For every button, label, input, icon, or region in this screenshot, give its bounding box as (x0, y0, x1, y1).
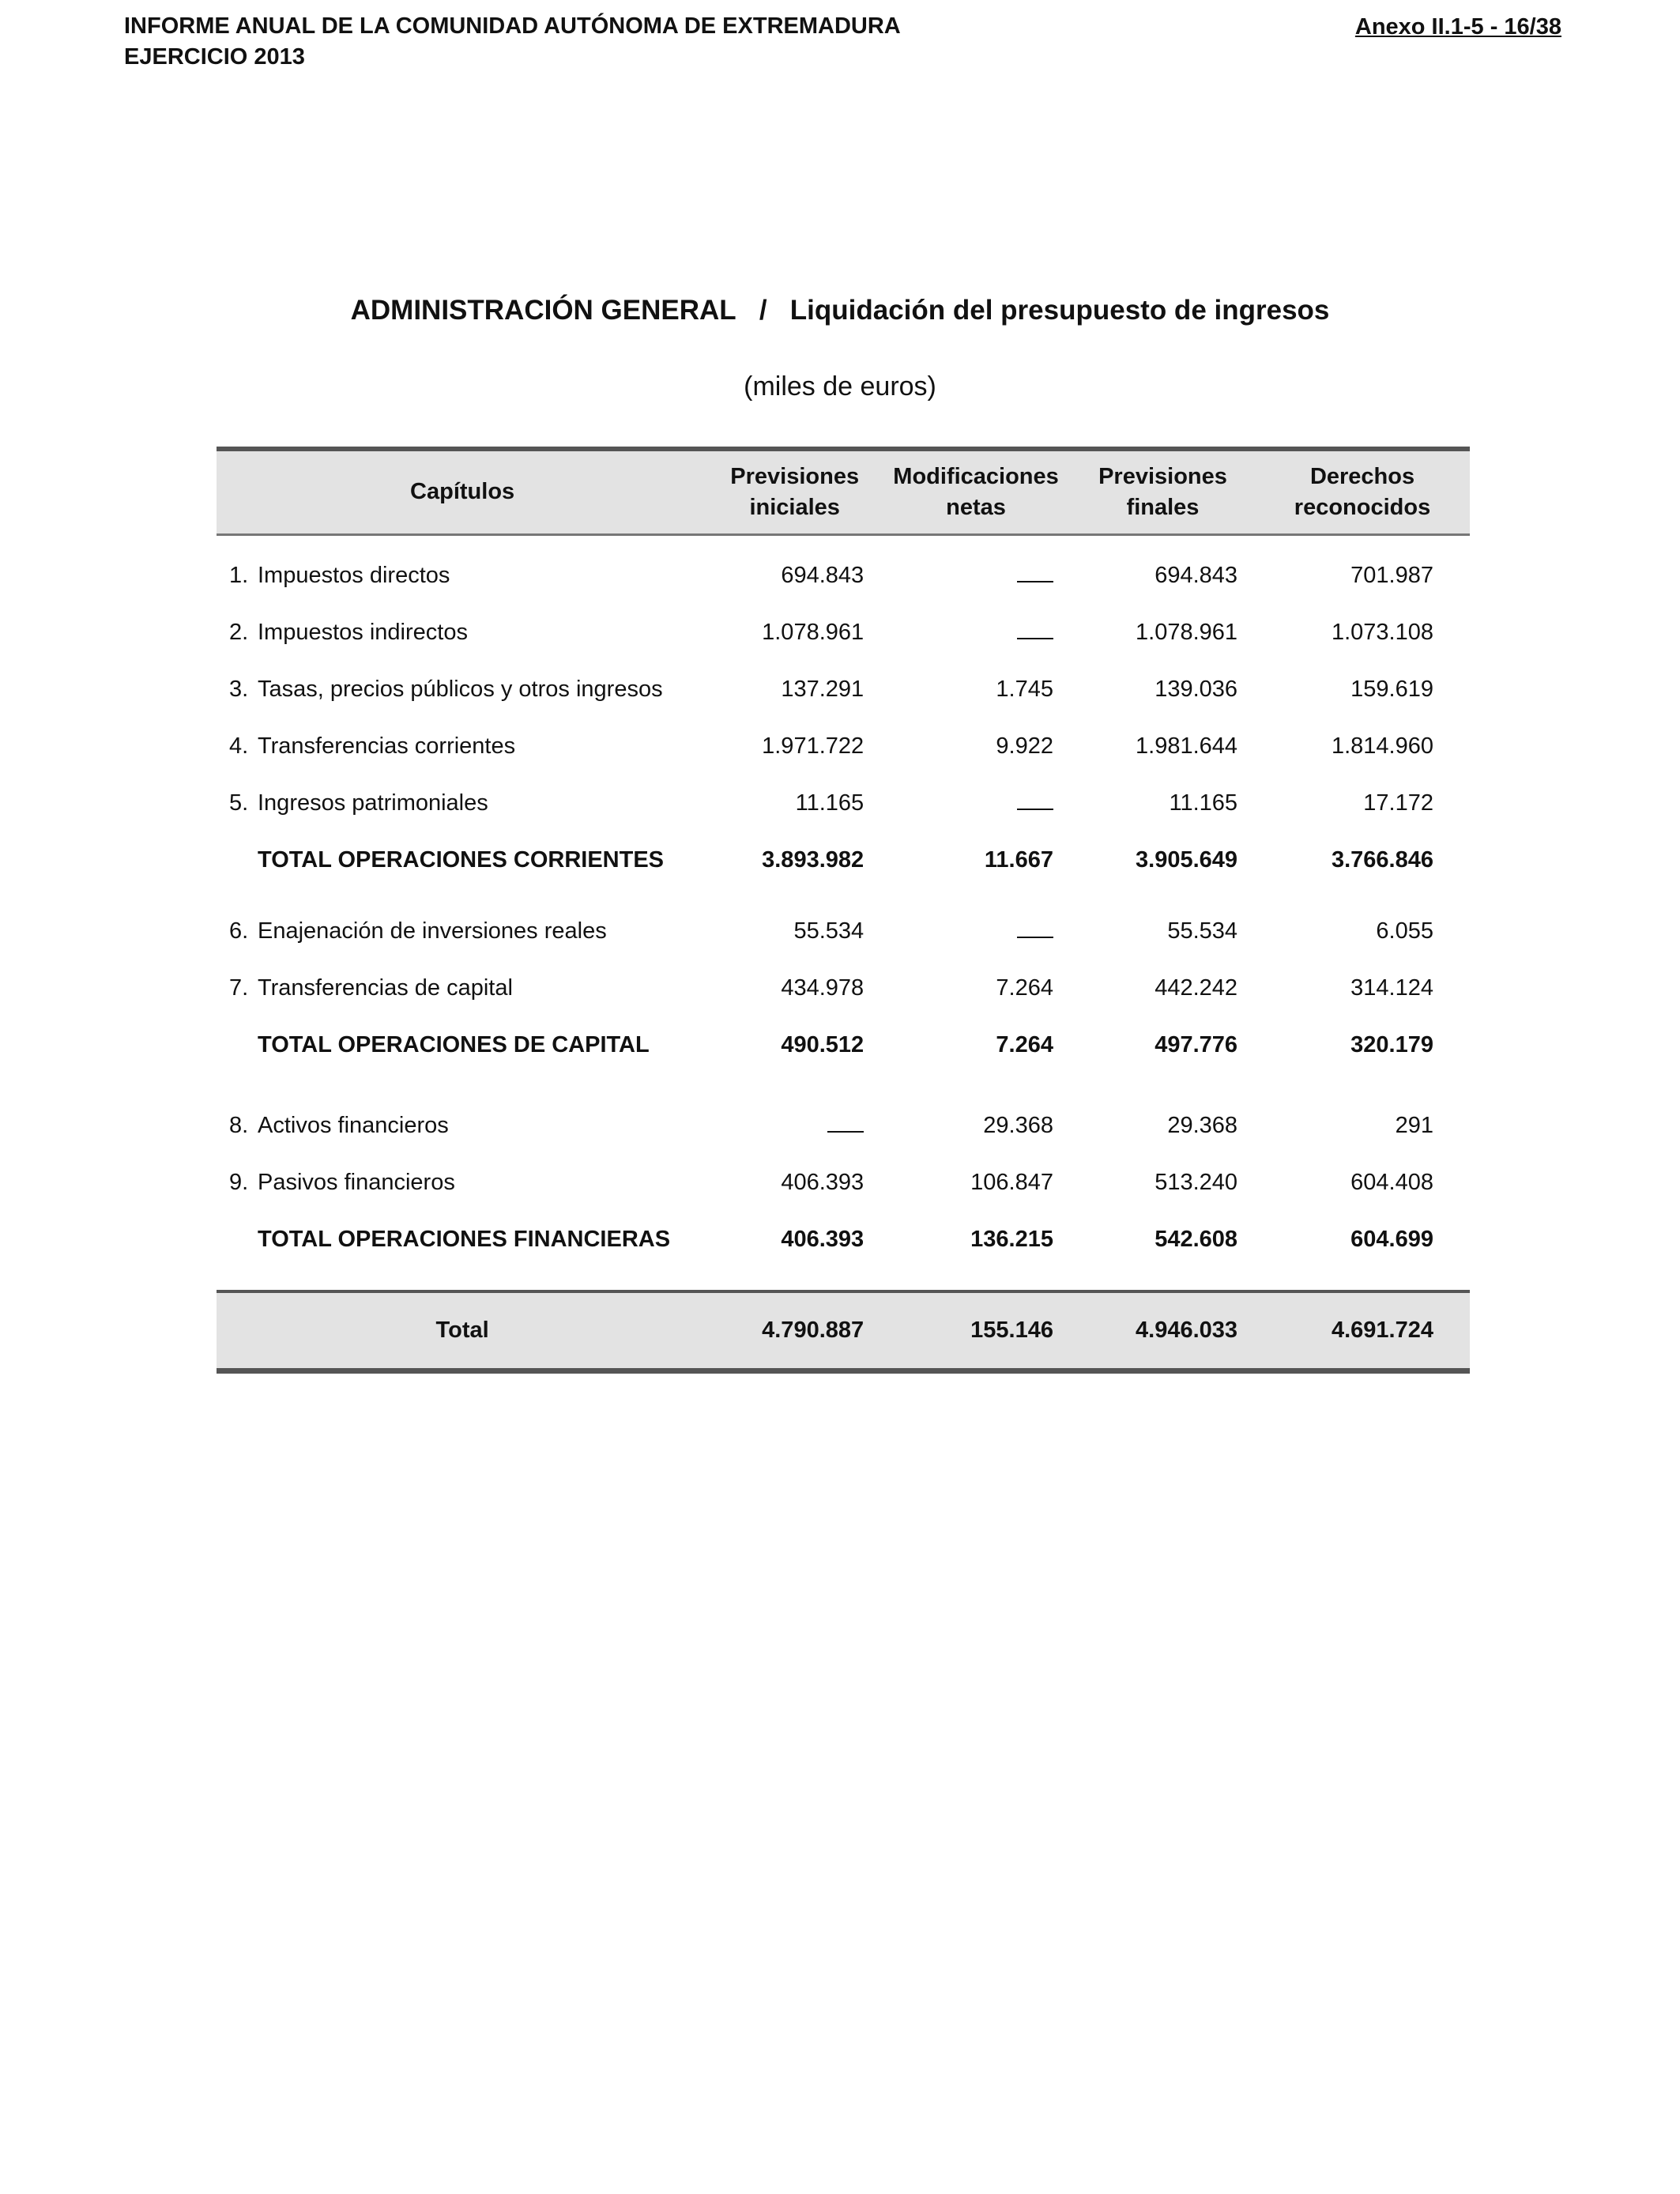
chapter-name: Pasivos financieros (258, 1169, 455, 1195)
value-prev-ini: 55.534 (793, 918, 864, 944)
value-prev-ini: 694.843 (781, 562, 864, 588)
value-prev-fin: 139.036 (1155, 676, 1238, 702)
value-derechos: 291 (1395, 1112, 1433, 1138)
empty-value-dash (881, 547, 1071, 604)
chapter-name: Ingresos patrimoniales (258, 790, 488, 816)
chapter-number: 8. (229, 1112, 249, 1138)
value-modif: 29.368 (983, 1112, 1053, 1138)
col-capitulos: Capítulos (410, 479, 515, 505)
title-part2: Liquidación del presupuesto de ingresos (789, 295, 1330, 326)
value-prev-ini: 490.512 (781, 1031, 864, 1057)
table-row (217, 718, 1470, 775)
row-label: TOTAL OPERACIONES CORRIENTES (258, 846, 664, 873)
chapter-name: Transferencias corrientes (258, 733, 516, 759)
row-label (217, 604, 708, 661)
empty-value-dash (881, 903, 1071, 959)
value-prev-fin: 55.534 (1167, 918, 1238, 944)
chapter-number: 3. (229, 676, 249, 702)
row-label (217, 1097, 708, 1154)
dash-mark (827, 1120, 864, 1133)
col-previsiones-finales: Previsiones finales (1098, 463, 1227, 520)
value-derechos: 320.179 (1350, 1031, 1433, 1057)
chapter-number: 1. (229, 562, 249, 588)
value-derechos: 314.124 (1350, 974, 1433, 1001)
value-prev-ini: 137.291 (781, 676, 864, 702)
table-header-row (217, 449, 1470, 534)
grand-total-modif: 155.146 (970, 1317, 1053, 1343)
table-row (217, 903, 1470, 959)
value-prev-fin: 11.165 (1169, 790, 1238, 816)
value-modif: 7.264 (996, 1031, 1053, 1057)
col-derechos-reconocidos: Derechos reconocidos (1294, 463, 1431, 520)
value-derechos: 159.619 (1350, 676, 1433, 702)
grand-total-label: Total (435, 1317, 489, 1343)
chapter-number: 9. (229, 1169, 249, 1195)
row-label (217, 1154, 708, 1211)
row-label (217, 775, 708, 831)
value-derechos: 17.172 (1363, 790, 1433, 816)
dash-mark (1017, 797, 1053, 810)
value-prev-fin: 1.078.961 (1136, 619, 1238, 645)
table-row (217, 604, 1470, 661)
value-derechos: 1.073.108 (1331, 619, 1433, 645)
value-prev-fin: 542.608 (1155, 1226, 1238, 1252)
table-row (217, 1097, 1470, 1154)
table-body (217, 534, 1470, 1291)
value-prev-ini: 3.893.982 (762, 846, 864, 873)
spacer-row (217, 534, 1470, 547)
table-title (0, 295, 1680, 326)
col-previsiones-iniciales: Previsiones iniciales (730, 463, 860, 520)
chapter-name: Impuestos directos (258, 562, 450, 588)
chapter-number: 2. (229, 619, 249, 645)
spacer-row (217, 1268, 1470, 1291)
empty-value-dash (881, 775, 1071, 831)
value-prev-fin: 497.776 (1155, 1031, 1238, 1057)
annex-reference: Anexo II.1-5 - 16/38 (1354, 14, 1561, 40)
chapter-name: Transferencias de capital (258, 974, 513, 1001)
grand-total-prev-fin: 4.946.033 (1136, 1317, 1238, 1343)
value-modif: 136.215 (970, 1226, 1053, 1252)
chapter-name: Impuestos indirectos (258, 619, 468, 645)
table-row (217, 547, 1470, 604)
dash-mark (1017, 627, 1053, 639)
dash-mark (1017, 570, 1053, 582)
chapter-number: 6. (229, 918, 249, 944)
dash-mark (1017, 925, 1053, 938)
value-prev-fin: 29.368 (1167, 1112, 1238, 1138)
table-row (217, 1154, 1470, 1211)
chapter-name: Activos financieros (258, 1112, 449, 1138)
row-label (217, 903, 708, 959)
value-prev-ini: 406.393 (781, 1169, 864, 1195)
spacer-row (217, 888, 1470, 903)
chapter-name: Tasas, precios públicos y otros ingresos (258, 676, 663, 702)
value-prev-fin: 3.905.649 (1136, 846, 1238, 873)
report-header (124, 11, 901, 73)
row-label: TOTAL OPERACIONES FINANCIERAS (258, 1226, 671, 1252)
report-year: EJERCICIO 2013 (124, 44, 305, 70)
row-label: TOTAL OPERACIONES DE CAPITAL (258, 1031, 650, 1057)
value-prev-ini: 11.165 (795, 790, 864, 816)
value-prev-fin: 694.843 (1155, 562, 1238, 588)
chapter-number: 5. (229, 790, 249, 816)
row-label (217, 959, 708, 1016)
value-prev-ini: 1.078.961 (762, 619, 864, 645)
chapter-number: 4. (229, 733, 249, 759)
value-derechos: 1.814.960 (1331, 733, 1433, 759)
empty-value-dash (881, 604, 1071, 661)
value-derechos: 6.055 (1376, 918, 1433, 944)
value-derechos: 3.766.846 (1331, 846, 1433, 873)
grand-total-row (217, 1291, 1470, 1370)
value-derechos: 701.987 (1350, 562, 1433, 588)
units-label: (miles de euros) (744, 371, 936, 401)
table-row (217, 775, 1470, 831)
value-prev-fin: 513.240 (1155, 1169, 1238, 1195)
value-prev-ini: 434.978 (781, 974, 864, 1001)
report-title: INFORME ANUAL DE LA COMUNIDAD AUTÓNOMA DE EXTREMADURA (124, 13, 901, 39)
empty-value-dash (708, 1097, 881, 1154)
chapter-number: 7. (229, 974, 249, 1001)
subtotal-row (217, 1016, 1470, 1073)
grand-total-prev-ini: 4.790.887 (762, 1317, 864, 1343)
value-prev-fin: 1.981.644 (1136, 733, 1238, 759)
value-modif: 1.745 (996, 676, 1053, 702)
subtotal-row (217, 831, 1470, 888)
value-prev-ini: 406.393 (781, 1226, 864, 1252)
chapter-name: Enajenación de inversiones reales (258, 918, 607, 944)
value-modif: 106.847 (970, 1169, 1053, 1195)
value-modif: 9.922 (996, 733, 1053, 759)
table-row (217, 959, 1470, 1016)
title-separator: / (759, 295, 767, 326)
value-modif: 7.264 (996, 974, 1053, 1001)
row-label (217, 547, 708, 604)
col-modificaciones-netas: Modificaciones netas (893, 463, 1059, 520)
row-label (217, 718, 708, 775)
value-prev-ini: 1.971.722 (762, 733, 864, 759)
value-derechos: 604.699 (1350, 1226, 1433, 1252)
value-modif: 11.667 (984, 846, 1053, 873)
value-prev-fin: 442.242 (1155, 974, 1238, 1001)
value-derechos: 604.408 (1350, 1169, 1433, 1195)
subtotal-row (217, 1211, 1470, 1268)
grand-total-derechos: 4.691.724 (1331, 1317, 1433, 1343)
row-label (217, 661, 708, 718)
title-part1: ADMINISTRACIÓN GENERAL (350, 295, 736, 326)
spacer-row (217, 1073, 1470, 1097)
table-row (217, 661, 1470, 718)
budget-table (217, 447, 1470, 1374)
